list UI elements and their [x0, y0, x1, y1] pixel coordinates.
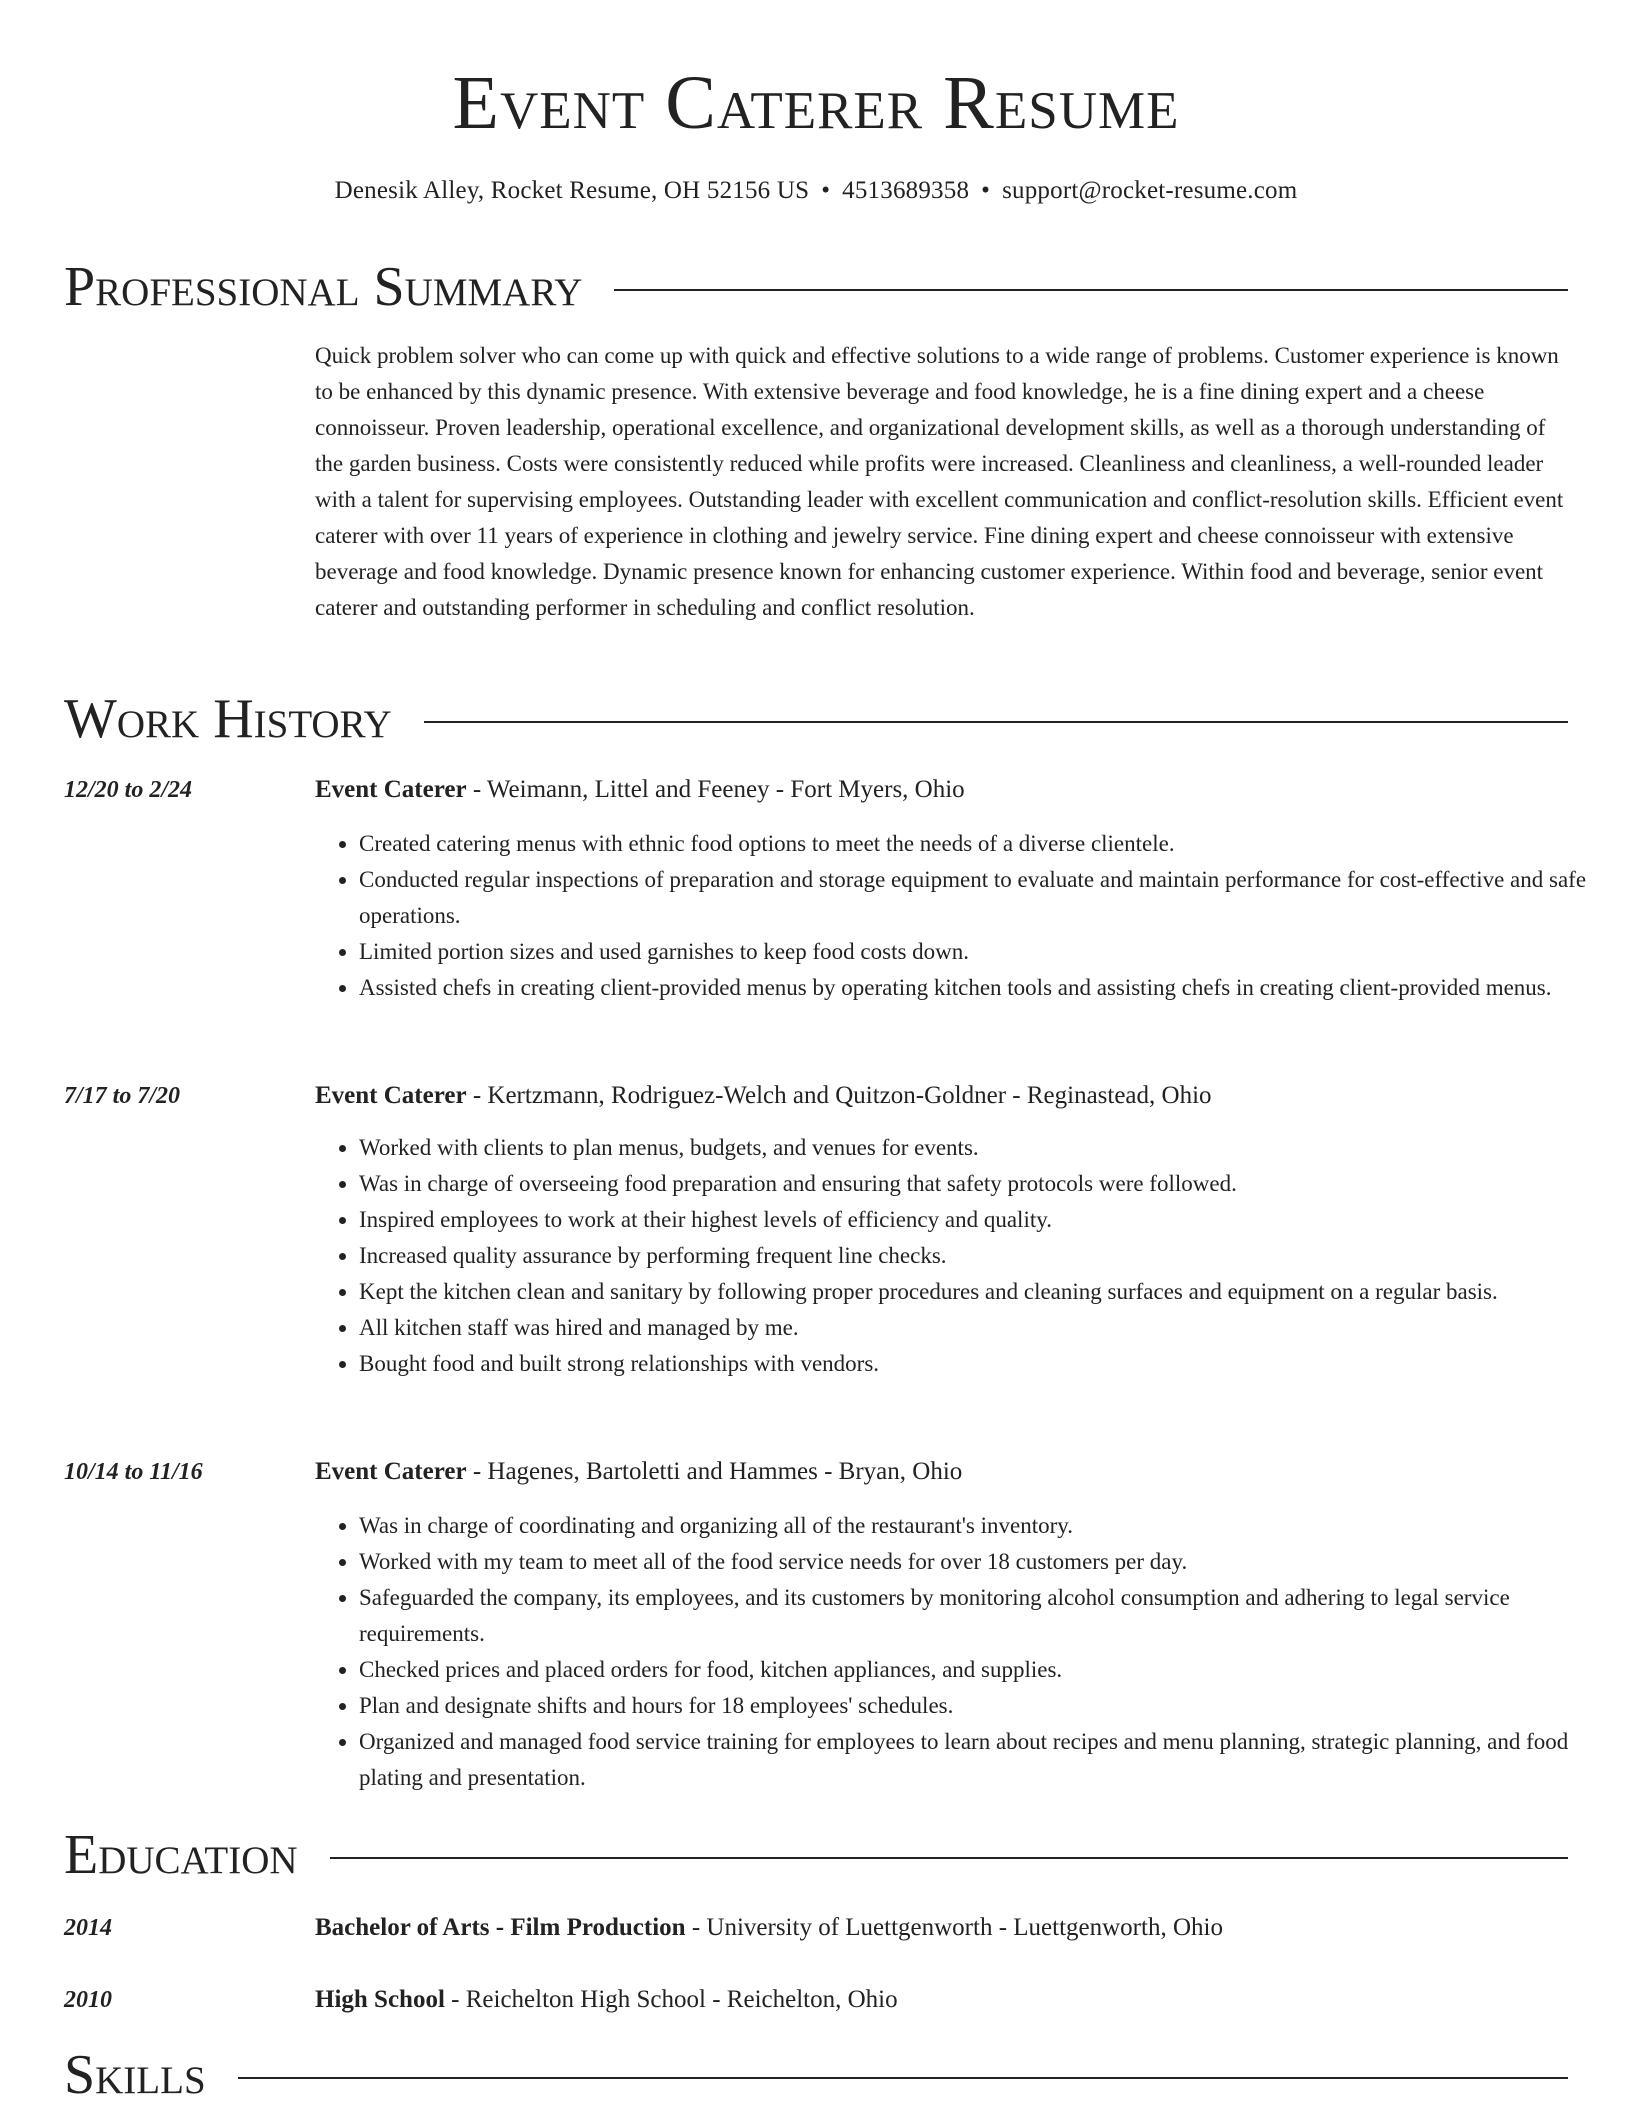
list-item: • Worked with clients to plan menus, budgets, and venues for events.: [359, 1130, 1619, 1166]
list-item: • Inspired employees to work at their highest levels of efficiency and quality.: [359, 1202, 1619, 1238]
list-item: • Created catering menus with ethnic food options to meet the needs of a diverse clientele.: [359, 826, 1619, 862]
education-year: 2010: [64, 1987, 112, 2013]
contact-email[interactable]: support@rocket-resume.com: [1002, 177, 1298, 204]
work-heading: [315, 1078, 1571, 1114]
list-item: • Worked with my team to meet all of the food service needs for over 18 customers per day.: [359, 1544, 1619, 1580]
list-item: • Kept the kitchen clean and sanitary by following proper procedures and cleaning surfaces and equipment on a regular basis.: [359, 1274, 1619, 1310]
education-heading: [315, 1982, 1571, 2018]
education-degree: High School: [315, 1986, 445, 2013]
work-title: Event Caterer: [315, 1082, 467, 1109]
education-heading: [315, 1910, 1571, 1946]
list-item: • Assisted chefs in creating client-provided menus by operating kitchen tools and assisting chefs in creating client-provided menus.: [359, 970, 1619, 1006]
section-heading-skills: [64, 2040, 1568, 2110]
work-details: - Weimann, Littel and Feeney - Fort Myers, Ohio: [466, 776, 965, 803]
section-divider: [330, 1857, 1568, 1859]
section-divider: [238, 2077, 1568, 2079]
work-dates: 12/20 to 2/24: [64, 777, 193, 803]
section-title-skills: Skills: [64, 2044, 206, 2106]
education-degree: Bachelor of Arts - Film Production: [315, 1914, 686, 1941]
section-heading-summary: [64, 252, 1568, 322]
list-item: • Bought food and built strong relationships with vendors.: [359, 1346, 1619, 1382]
contact-line: [0, 175, 1632, 207]
work-dates: 10/14 to 11/16: [64, 1459, 203, 1485]
work-heading: [315, 1454, 1571, 1490]
list-item: • All kitchen staff was hired and managed by me.: [359, 1310, 1619, 1346]
work-bullets: [315, 1508, 1619, 1796]
list-item: • Checked prices and placed orders for food, kitchen appliances, and supplies.: [359, 1652, 1619, 1688]
list-item: • Limited portion sizes and used garnishes to keep food costs down.: [359, 934, 1619, 970]
work-details: - Kertzmann, Rodriguez-Welch and Quitzon-Goldner - Reginastead, Ohio: [466, 1082, 1212, 1109]
contact-phone: 4513689358: [842, 177, 970, 204]
page-title: Event Caterer Resume: [452, 61, 1180, 145]
list-item: • Increased quality assurance by performing frequent line checks.: [359, 1238, 1619, 1274]
list-item: • Was in charge of coordinating and organizing all of the restaurant's inventory.: [359, 1508, 1619, 1544]
contact-separator: •: [821, 177, 831, 204]
contact-address: Denesik Alley, Rocket Resume, OH 52156 US: [334, 177, 810, 204]
list-item: • Safeguarded the company, its employees, and its customers by monitoring alcohol consumption and adhering to legal service requirements.: [359, 1580, 1619, 1652]
section-heading-education: [64, 1820, 1568, 1890]
section-title-work: Work History: [64, 688, 392, 750]
work-details: - Hagenes, Bartoletti and Hammes - Bryan, Ohio: [466, 1458, 963, 1485]
section-divider: [614, 289, 1568, 291]
section-title-summary: Professional Summary: [64, 256, 583, 318]
contact-separator: •: [981, 177, 991, 204]
summary-text: Quick problem solver who can come up with quick and effective solutions to a wide range of problems. Customer experience is known to be enhanced by this dynamic presence. With extensive beverage and food knowledge, he is a fine dining expert and a cheese connoisseur. Proven leadership, operational excellence, and organizational development skills, as well as a thorough understanding of the garden business. Costs were consistently reduced while profits were increased. Cleanliness and cleanliness, a well-rounded leader with a talent for supervising employees. Outstanding leader with excellent communication and conflict-resolution skills. Efficient event caterer with over 11 years of experience in clothing and jewelry service. Fine dining expert and cheese connoisseur with extensive beverage and food knowledge. Dynamic presence known for enhancing customer experience. Within food and beverage, senior event caterer and outstanding performer in scheduling and conflict resolution.: [315, 343, 1564, 620]
education-details: - Reichelton High School - Reichelton, Ohio: [444, 1986, 898, 2013]
list-item: • Conducted regular inspections of preparation and storage equipment to evaluate and maintain performance for cost-effective and safe operations.: [359, 862, 1619, 934]
section-heading-work: [64, 684, 1568, 754]
work-title: Event Caterer: [315, 1458, 467, 1485]
list-item: • Plan and designate shifts and hours for 18 employees' schedules.: [359, 1688, 1619, 1724]
work-bullets: [315, 826, 1619, 1006]
list-item: • Was in charge of overseeing food preparation and ensuring that safety protocols were followed.: [359, 1166, 1619, 1202]
education-details: - University of Luettgenworth - Luettgenworth, Ohio: [685, 1914, 1223, 1941]
work-dates: 7/17 to 7/20: [64, 1083, 181, 1109]
work-bullets: [315, 1130, 1619, 1382]
education-year: 2014: [64, 1915, 112, 1941]
work-heading: [315, 772, 1571, 808]
list-item: • Organized and managed food service training for employees to learn about recipes and menu planning, strategic planning, and food plating and presentation.: [359, 1724, 1619, 1796]
section-divider: [424, 721, 1568, 723]
work-title: Event Caterer: [315, 776, 467, 803]
section-title-education: Education: [64, 1824, 298, 1886]
